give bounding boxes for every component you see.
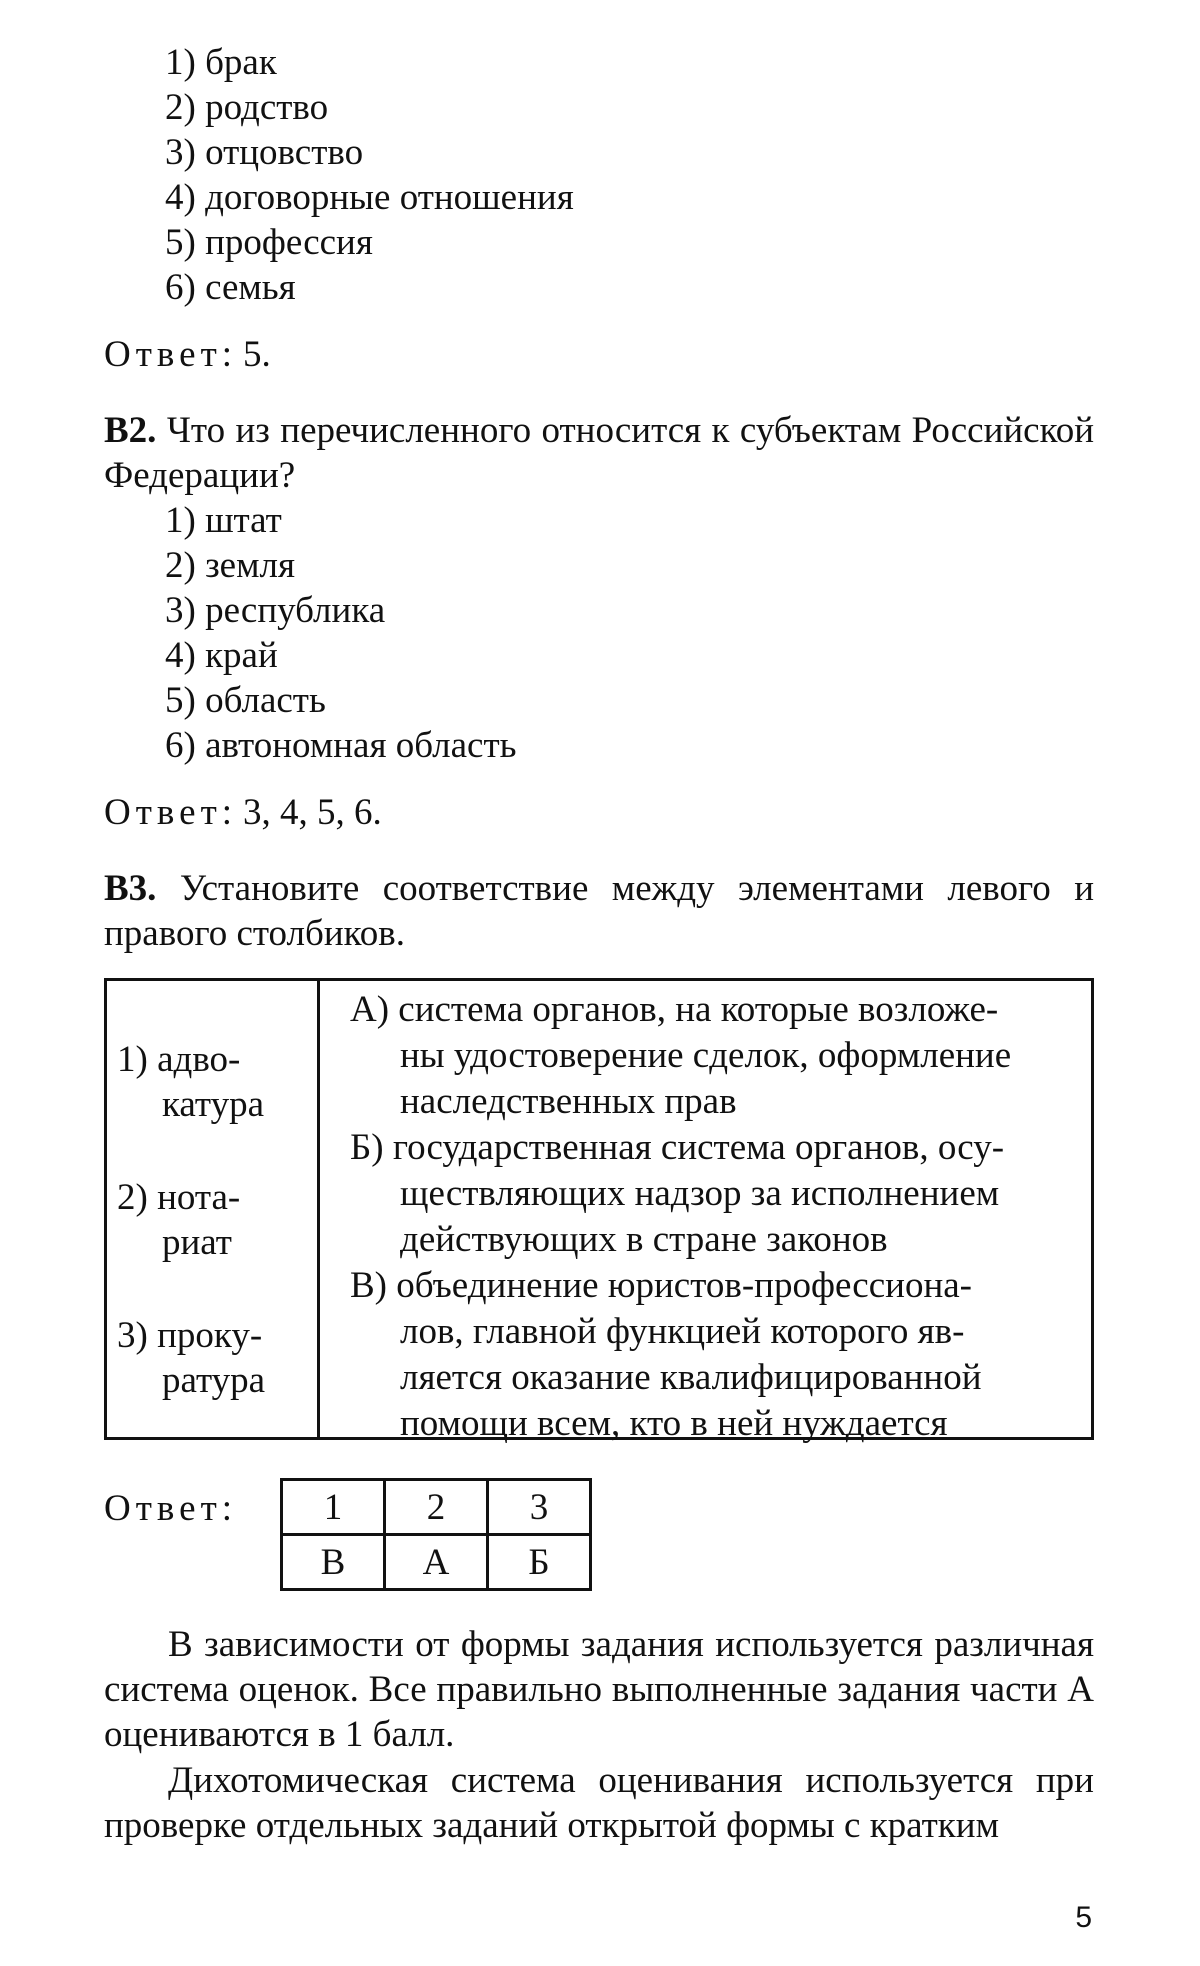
b1-option: 3) отцовство xyxy=(165,132,364,173)
left-item xyxy=(117,1313,317,1403)
left-item-text: 2) нота- xyxy=(117,1177,241,1218)
left-column xyxy=(106,980,319,1439)
body-paragraph: Дихотомическая система оценивания используется при проверке отдельных заданий открытой формы с кратким xyxy=(104,1760,1094,1846)
answer-grid-cell: А xyxy=(385,1535,488,1590)
question-text: Что из перечисленного относится к субъектам Российской Федерации? xyxy=(104,410,1095,496)
b2-option: 1) штат xyxy=(165,500,282,541)
right-item-text: наследственных прав xyxy=(400,1081,737,1122)
question-number: В2. xyxy=(104,410,157,451)
b2-answer xyxy=(104,790,382,835)
b1-option: 1) брак xyxy=(165,42,277,83)
left-item-text: риат xyxy=(162,1222,232,1263)
right-item-text: лов, главной функцией которого яв- xyxy=(400,1311,965,1352)
b1-option: 6) семья xyxy=(165,267,296,308)
right-item-text: Б) государственная система органов, осу- xyxy=(350,1127,1005,1168)
right-item xyxy=(350,1125,1150,1263)
right-item-text: ляется оказание квалифицированной xyxy=(400,1357,982,1398)
right-item-text: помощи всем, кто в ней нуждается xyxy=(400,1403,948,1444)
right-item-text: В) объединение юристов-профессиона- xyxy=(350,1265,972,1306)
left-item-text: 1) адво- xyxy=(117,1039,241,1080)
answer-grid-cell: 2 xyxy=(385,1480,488,1535)
answer-label: Ответ: xyxy=(104,792,238,833)
answer-grid-cell: Б xyxy=(488,1535,591,1590)
b1-option: 4) договорные отношения xyxy=(165,177,574,218)
answer-grid-cell: 1 xyxy=(282,1480,385,1535)
b2-option: 2) земля xyxy=(165,545,296,586)
b2-option: 6) автономная область xyxy=(165,725,517,766)
answer-grid-header-row xyxy=(282,1480,591,1535)
right-item-text: А) система органов, на которые возложе- xyxy=(350,989,999,1030)
left-item xyxy=(117,1037,317,1127)
answer-grid xyxy=(280,1478,592,1591)
page-number: 5 xyxy=(1075,1901,1092,1934)
b1-option: 2) родство xyxy=(165,87,329,128)
matching-table xyxy=(104,978,1094,1444)
b3-question xyxy=(104,866,1094,956)
b2-option: 3) республика xyxy=(165,590,386,631)
answer-grid-cell: В xyxy=(282,1535,385,1590)
answer-label: Ответ: xyxy=(104,334,238,375)
b1-option: 5) профессия xyxy=(165,222,373,263)
b2-option: 5) область xyxy=(165,680,326,721)
b2-question xyxy=(104,408,1094,498)
right-item-text: ществляющих надзор за исполнением xyxy=(400,1173,1000,1214)
answer-grid-cell: 3 xyxy=(488,1480,591,1535)
b2-option: 4) край xyxy=(165,635,278,676)
body-paragraph: В зависимости от формы задания используется различная система оценок. Все правильно выполненные задания части А оцениваются в 1 балл. xyxy=(104,1624,1094,1755)
left-item-text: ратура xyxy=(162,1360,266,1401)
left-item-text: катура xyxy=(162,1084,264,1125)
right-item-text: действующих в стране законов xyxy=(400,1219,888,1260)
b1-options-list xyxy=(165,40,574,310)
question-text: Установите соответствие между элементами левого и правого столбиков. xyxy=(104,868,1094,954)
right-item xyxy=(350,1263,1150,1447)
left-item xyxy=(117,1175,317,1265)
b3-answer-label xyxy=(104,1486,243,1531)
answer-grid-value-row xyxy=(282,1535,591,1590)
b2-options-list xyxy=(165,498,516,768)
left-item-text: 3) проку- xyxy=(117,1315,263,1356)
question-number: В3. xyxy=(104,868,157,909)
answer-value: 5. xyxy=(243,334,271,375)
answer-label: Ответ: xyxy=(104,1488,238,1529)
right-item xyxy=(350,987,1150,1125)
answer-value: 3, 4, 5, 6. xyxy=(243,792,382,833)
right-column xyxy=(319,980,1093,1444)
b1-answer xyxy=(104,332,271,377)
right-item-text: ны удостоверение сделок, оформление xyxy=(400,1035,1012,1076)
